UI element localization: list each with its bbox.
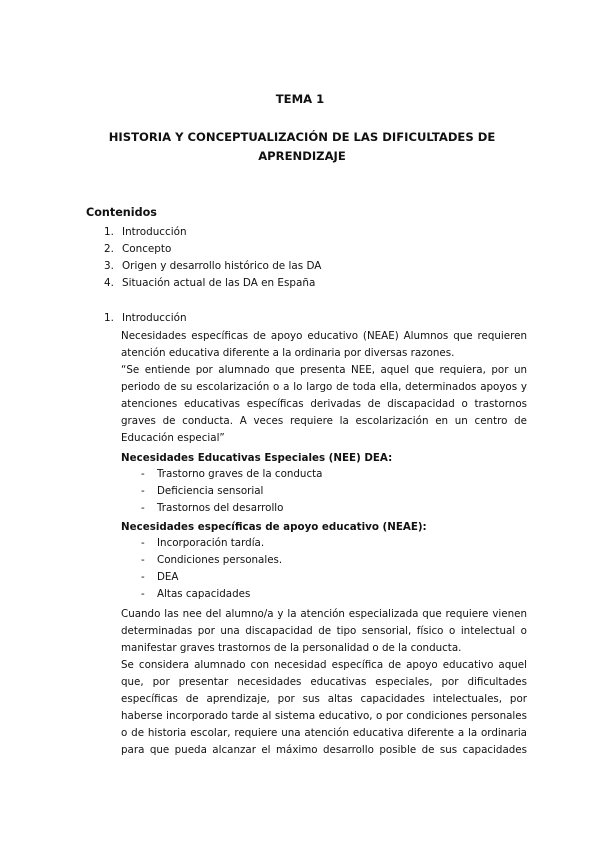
text-line: Cuando las nee del alumno/a y la atención especializada que requiere vienen [121, 608, 527, 620]
bullet-dash: - [141, 502, 145, 514]
toc-label: Introducción [122, 226, 187, 238]
toc-number: 1. [104, 226, 114, 238]
list-item-label: Incorporación tardía. [157, 537, 265, 549]
text-line: atenciones educativas específicas derivadas de discapacidad o trastornos [121, 398, 527, 410]
text-line: Educación especial” [121, 432, 225, 444]
toc-label: Situación actual de las DA en España [122, 277, 316, 289]
list-item [141, 468, 322, 480]
bullet-dash: - [141, 588, 145, 600]
bullet-dash: - [141, 554, 145, 566]
toc-item [104, 243, 171, 255]
toc-item [104, 277, 315, 289]
list-item [141, 485, 263, 497]
list-item [141, 588, 250, 600]
text-line: Se considera alumnado con necesidad específica de apoyo educativo aquel [121, 659, 527, 671]
topic-number: TEMA 1 [275, 92, 325, 106]
bullet-dash: - [141, 468, 145, 480]
paragraph-neae-definition [121, 657, 527, 759]
title-line: APRENDIZAJE [258, 149, 346, 163]
contents-heading: Contenidos [86, 206, 157, 219]
list-item-label: Trastornos del desarrollo [157, 502, 284, 514]
title-line: HISTORIA Y CONCEPTUALIZACIÓN DE LAS DIFICULTADES DE [108, 130, 496, 144]
neae-heading: Necesidades específicas de apoyo educativo (NEAE): [121, 521, 427, 533]
toc-label: Concepto [122, 243, 172, 255]
text-line: “Se entiende por alumnado que presenta NEE, aquel que requiera, por un [121, 364, 527, 376]
toc-item [104, 226, 187, 238]
toc-number: 3. [104, 260, 114, 272]
section-title: Introducción [122, 312, 187, 324]
list-item [141, 537, 264, 549]
text-line: Necesidades específicas de apoyo educativo (NEAE) Alumnos que requieren [121, 330, 527, 342]
text-line: haberse incorporado tarde al sistema educativo, o por condiciones personales [121, 710, 527, 722]
text-line: específicas de aprendizaje, por sus altas capacidades intelectuales, por [121, 693, 527, 705]
document-title [96, 128, 508, 166]
quote-paragraph [121, 362, 527, 447]
section-number: 1. [104, 312, 114, 324]
toc-item [104, 260, 321, 272]
list-item [141, 571, 178, 583]
list-item [141, 502, 283, 514]
list-item-label: DEA [157, 571, 179, 583]
text-line: graves de conducta. A veces requiere la escolarización en un centro de [121, 415, 527, 427]
text-line: atención educativa diferente a la ordinaria por diversas razones. [121, 347, 455, 359]
paragraph-nee-causes [121, 606, 527, 657]
toc-number: 4. [104, 277, 114, 289]
bullet-dash: - [141, 485, 145, 497]
toc-number: 2. [104, 243, 114, 255]
list-item-label: Altas capacidades [157, 588, 251, 600]
text-line: que, por presentar necesidades educativas especiales, por dificultades [121, 676, 527, 688]
bullet-dash: - [141, 571, 145, 583]
list-item-label: Trastorno graves de la conducta [157, 468, 323, 480]
text-line: periodo de su escolarización o a lo largo de toda ella, determinados apoyos y [121, 381, 527, 393]
text-line: determinadas por una discapacidad de tipo sensorial, físico o intelectual o [121, 625, 527, 637]
paragraph-neae-intro [121, 328, 527, 362]
list-item [141, 554, 282, 566]
text-line: para que pueda alcanzar el máximo desarrollo posible de sus capacidades [121, 744, 527, 756]
toc-label: Origen y desarrollo histórico de las DA [122, 260, 322, 272]
bullet-dash: - [141, 537, 145, 549]
nee-heading: Necesidades Educativas Especiales (NEE) DEA: [121, 452, 393, 464]
text-line: manifestar graves trastornos de la personalidad o de la conducta. [121, 642, 462, 654]
list-item-label: Deficiencia sensorial [157, 485, 264, 497]
text-line: o de historia escolar, requiere una atención educativa diferente a la ordinaria [121, 727, 527, 739]
section-heading [104, 312, 187, 324]
list-item-label: Condiciones personales. [157, 554, 283, 566]
